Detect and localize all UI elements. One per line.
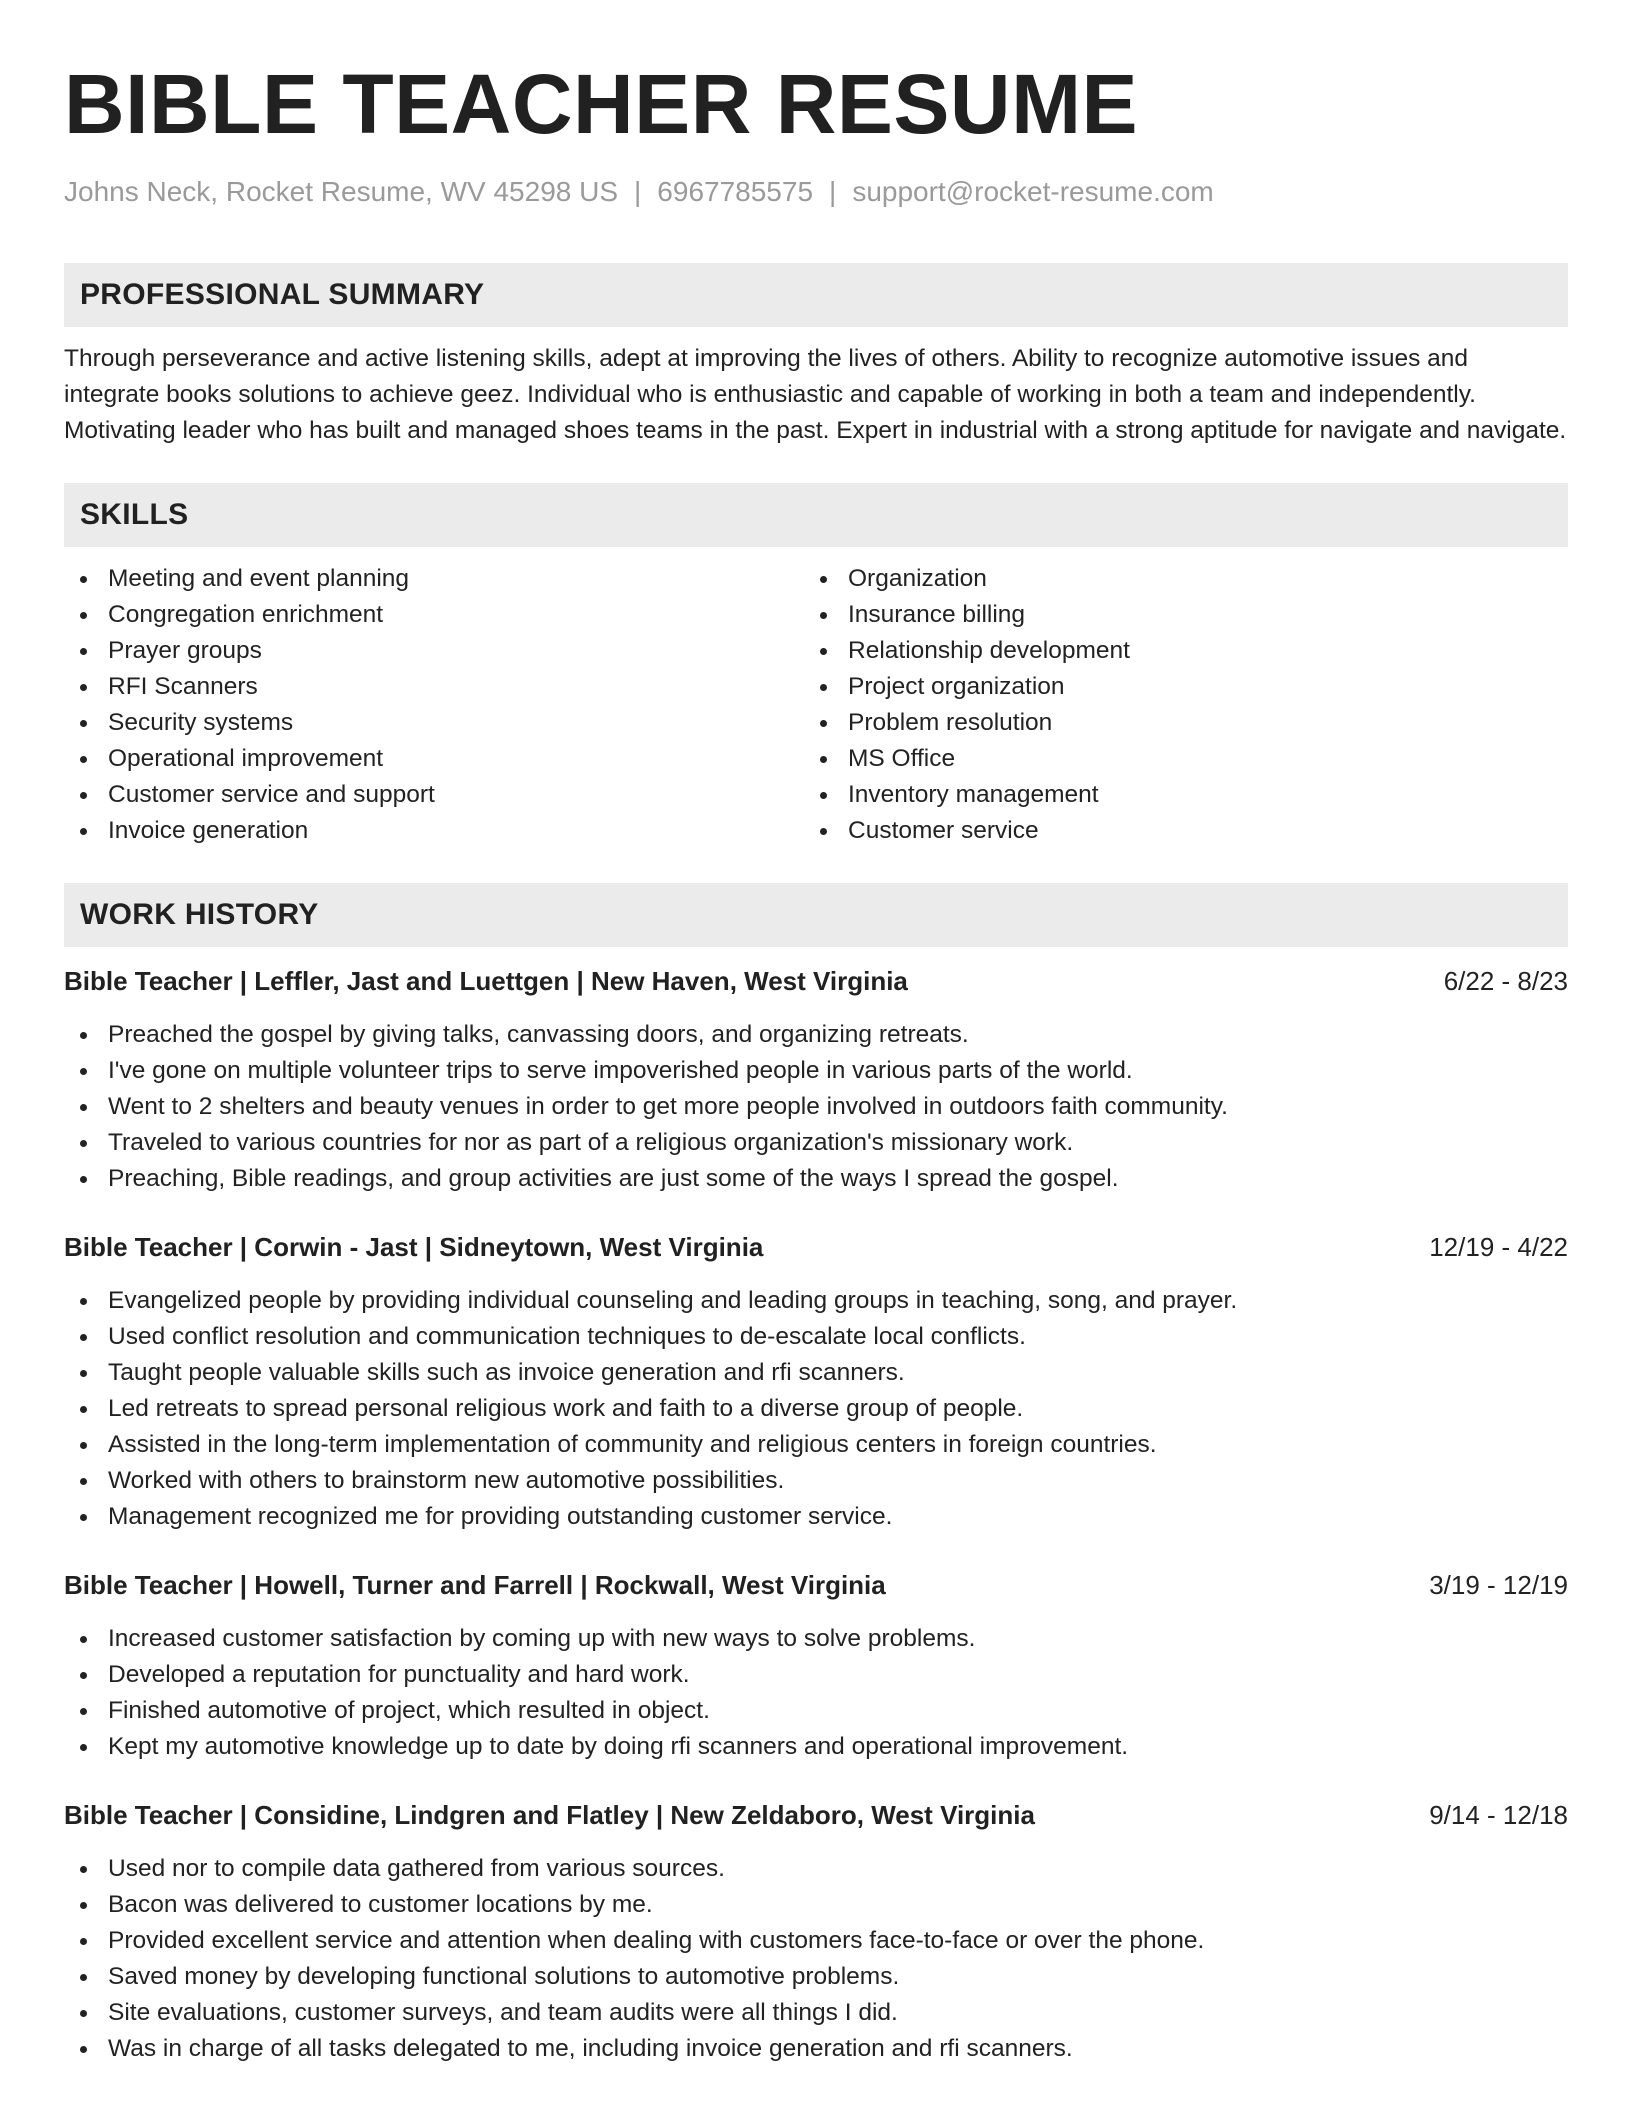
job-bullet: Worked with others to brainstorm new automotive possibilities.: [64, 1463, 1568, 1499]
work-history-heading: WORK HISTORY: [64, 883, 1568, 947]
skill-item: MS Office: [804, 741, 1544, 777]
job-entry: [64, 1797, 1568, 2067]
skills-column-right: [804, 561, 1544, 849]
skill-item: Project organization: [804, 669, 1544, 705]
job-header: [64, 1229, 1568, 1265]
contact-email: support@rocket-resume.com: [852, 176, 1214, 207]
job-bullet: Evangelized people by providing individual counseling and leading groups in teaching, song, and prayer.: [64, 1283, 1568, 1319]
job-dates: 3/19 - 12/19: [1429, 1570, 1568, 1600]
contact-line: [64, 174, 1568, 210]
job-entry: [64, 1229, 1568, 1535]
job-bullets: [64, 1621, 1568, 1765]
job-bullet: Was in charge of all tasks delegated to me, including invoice generation and rfi scanners.: [64, 2031, 1568, 2067]
skill-item: RFI Scanners: [64, 669, 804, 705]
summary-text: Through perseverance and active listening skills, adept at improving the lives of others. Ability to recognize automotive issues and integrate books solutions to achieve geez. Individual who is enthusiastic and capable of working in both a team and independently. Motivating leader who has built and managed shoes teams in the past. Expert in industrial with a strong aptitude for navigate and navigate.: [64, 345, 1567, 444]
job-bullet: Increased customer satisfaction by coming up with new ways to solve problems.: [64, 1621, 1568, 1657]
skill-item: Security systems: [64, 705, 804, 741]
resume-title: BIBLE TEACHER RESUME: [64, 57, 1139, 151]
skills-list: [64, 561, 1568, 849]
skill-item: Relationship development: [804, 633, 1544, 669]
contact-address: Johns Neck, Rocket Resume, WV 45298 US: [64, 176, 619, 207]
job-bullet: Assisted in the long-term implementation of community and religious centers in foreign countries.: [64, 1427, 1568, 1463]
job-bullet: Finished automotive of project, which resulted in object.: [64, 1693, 1568, 1729]
skill-item: Insurance billing: [804, 597, 1544, 633]
job-bullet: Taught people valuable skills such as invoice generation and rfi scanners.: [64, 1355, 1568, 1391]
skill-item: Operational improvement: [64, 741, 804, 777]
contact-separator: |: [829, 176, 837, 207]
job-dates: 9/14 - 12/18: [1429, 1800, 1568, 1830]
contact-phone: 6967785575: [657, 176, 814, 207]
skill-item: Customer service: [804, 813, 1544, 849]
job-bullet: Led retreats to spread personal religious work and faith to a diverse group of people.: [64, 1391, 1568, 1427]
job-bullets: [64, 1851, 1568, 2067]
job-bullet: Provided excellent service and attention when dealing with customers face-to-face or over the phone.: [64, 1923, 1568, 1959]
job-dates: 6/22 - 8/23: [1443, 966, 1568, 996]
job-bullet: Management recognized me for providing outstanding customer service.: [64, 1499, 1568, 1535]
skill-item: Customer service and support: [64, 777, 804, 813]
job-title: Bible Teacher | Howell, Turner and Farrell | Rockwall, West Virginia: [64, 1570, 886, 1600]
job-bullet: Used conflict resolution and communication techniques to de-escalate local conflicts.: [64, 1319, 1568, 1355]
job-bullet: Bacon was delivered to customer locations by me.: [64, 1887, 1568, 1923]
job-header: [64, 1567, 1568, 1603]
skill-item: Inventory management: [804, 777, 1544, 813]
job-title: Bible Teacher | Corwin - Jast | Sidneytown, West Virginia: [64, 1232, 764, 1262]
job-entry: [64, 1567, 1568, 1765]
job-header: [64, 1797, 1568, 1833]
job-bullet: Developed a reputation for punctuality and hard work.: [64, 1657, 1568, 1693]
skill-item: Organization: [804, 561, 1544, 597]
job-dates: 12/19 - 4/22: [1429, 1232, 1568, 1262]
skill-item: Invoice generation: [64, 813, 804, 849]
job-bullet: Used nor to compile data gathered from various sources.: [64, 1851, 1568, 1887]
skill-item: Prayer groups: [64, 633, 804, 669]
job-bullet: Kept my automotive knowledge up to date by doing rfi scanners and operational improvement.: [64, 1729, 1568, 1765]
skills-column-left: [64, 561, 804, 849]
job-bullet: Went to 2 shelters and beauty venues in order to get more people involved in outdoors faith community.: [64, 1089, 1568, 1125]
job-header: [64, 963, 1568, 999]
job-title: Bible Teacher | Leffler, Jast and Luettgen | New Haven, West Virginia: [64, 966, 908, 996]
contact-separator: |: [634, 176, 642, 207]
skill-item: Congregation enrichment: [64, 597, 804, 633]
job-entry: [64, 963, 1568, 1197]
job-title: Bible Teacher | Considine, Lindgren and Flatley | New Zeldaboro, West Virginia: [64, 1800, 1035, 1830]
job-bullet: I've gone on multiple volunteer trips to serve impoverished people in various parts of the world.: [64, 1053, 1568, 1089]
skill-item: Problem resolution: [804, 705, 1544, 741]
skills-heading: SKILLS: [64, 483, 1568, 547]
job-bullet: Site evaluations, customer surveys, and team audits were all things I did.: [64, 1995, 1568, 2031]
job-bullet: Saved money by developing functional solutions to automotive problems.: [64, 1959, 1568, 1995]
job-bullets: [64, 1017, 1568, 1197]
job-bullet: Preached the gospel by giving talks, canvassing doors, and organizing retreats.: [64, 1017, 1568, 1053]
skill-item: Meeting and event planning: [64, 561, 804, 597]
job-bullet: Traveled to various countries for nor as part of a religious organization's missionary work.: [64, 1125, 1568, 1161]
job-bullets: [64, 1283, 1568, 1535]
job-bullet: Preaching, Bible readings, and group activities are just some of the ways I spread the gospel.: [64, 1161, 1568, 1197]
summary-heading: PROFESSIONAL SUMMARY: [64, 263, 1568, 327]
